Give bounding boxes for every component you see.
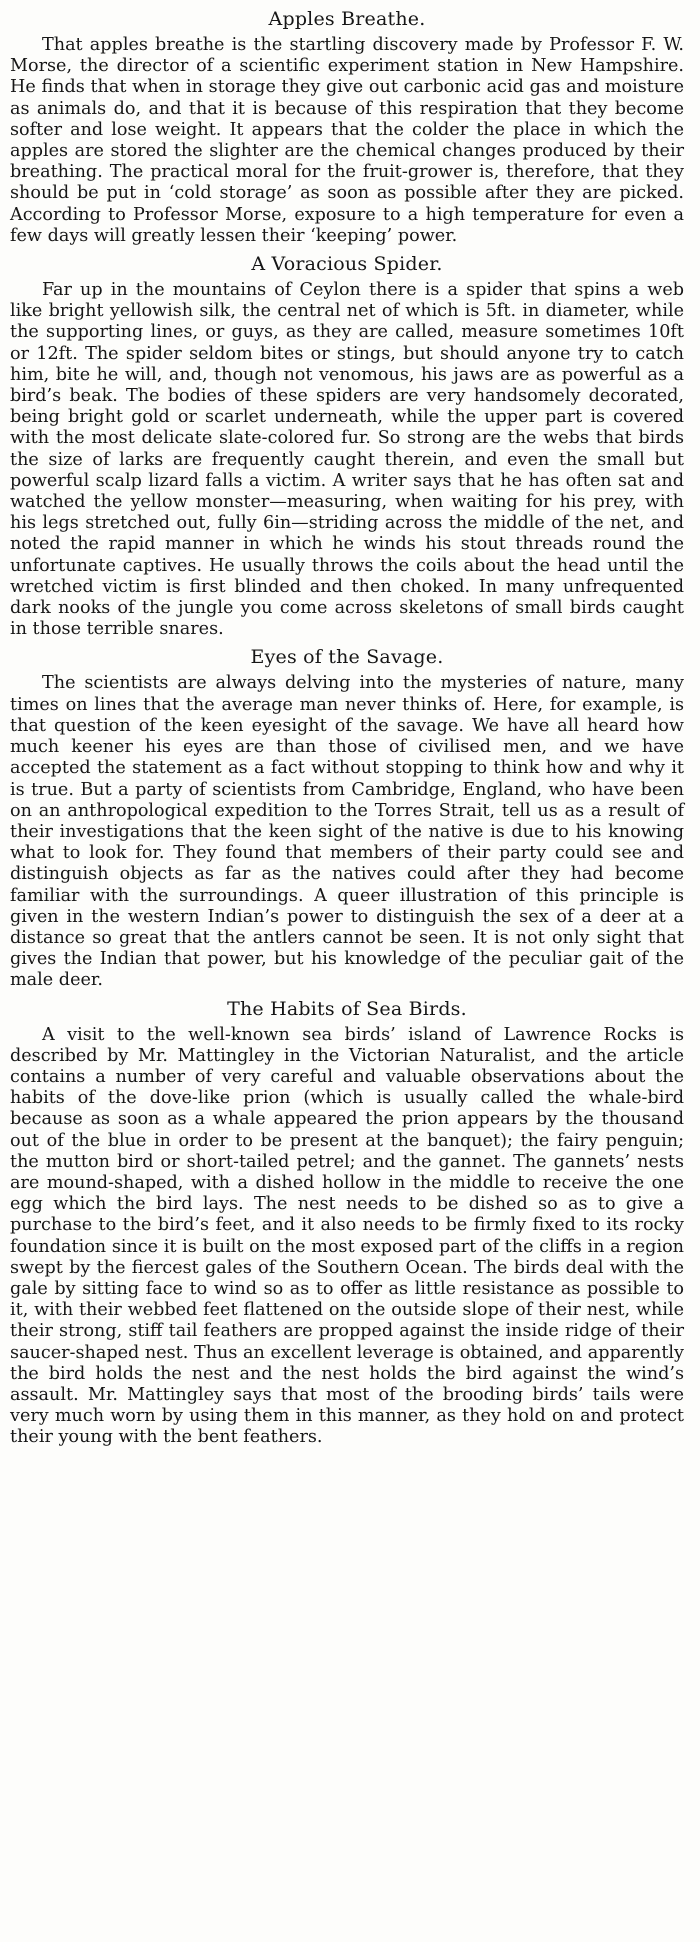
article-body: A visit to the well-known sea birds’ island of Lawrence Rocks is described by Mr. Mattingley in the Victorian Naturalist, and the article contains a number of very careful and valuable observations about the habits of the dove-like prion (which is usually called the whale-bird because as soon as a whale appeared the prion appears by the thousand out of the blue in order to be present at the banquet); the fairy penguin; the mutton bird or short-tailed petrel; and the gannet. The gannets’ nests are mound-shaped, with a dished hollow in the middle to receive the one egg which the bird lays. The nest needs to be dished so as to give a purchase to the bird’s feet, and it also needs to be firmly fixed to its rocky foundation since it is built on the most exposed part of the cliffs in a region swept by the fiercest gales of the Southern Ocean. The birds deal with the gale by sitting face to wind so as to offer as little resistance as possible to it, with their webbed feet flattened on the outside slope of their nest, while their strong, stiff tail feathers are propped against the inside ridge of their saucer-shaped nest. Thus an excellent leverage is obtained, and apparently the bird holds the nest and the nest holds the bird against the wind’s assault. Mr. Mattingley says that most of the brooding birds’ tails were very much worn by using them in this manner, as they hold on and protect their young with the bent feathers. bbox=[10, 1024, 684, 1448]
article-heading: Eyes of the Savage. bbox=[250, 646, 444, 669]
article-heading: A Voracious Spider. bbox=[251, 253, 443, 276]
article-heading: Apples Breathe. bbox=[268, 8, 426, 30]
article-body: The scientists are always delving into the mysteries of nature, many times on lines that the average man never thinks of. Here, for example, is that question of the keen eyesight of the savage. We have all heard how much keener his eyes are than those of civilised men, and we have accepted the statement as a fact without stopping to think how and why it is true. But a party of scientists from Cambridge, England, who have been on an anthropological expedition to the Torres Strait, tell us as a result of their investigations that the keen sight of the native is due to his knowing what to look for. They found that members of their party could see and distinguish objects as far as the natives could after they had become familiar with the surroundings. A queer illustration of this principle is given in the western Indian’s power to distinguish the sex of a deer at a distance so great that the antlers cannot be seen. It is not only sight that gives the Indian that power, but his knowledge of the peculiar gait of the male deer. bbox=[10, 673, 684, 991]
article-body: Far up in the mountains of Ceylon there is a spider that spins a web like bright yellowish silk, the central net of which is 5ft. in diameter, while the supporting lines, or guys, as they are called, measure sometimes 10ft or 12ft. The spider seldom bites or stings, but should anyone try to catch him, bite he will, and, though not venomous, his jaws are as powerful as a bird’s beak. The bodies of these spiders are very handsomely decorated, being bright gold or scarlet underneath, while the upper part is covered with the most delicate slate-colored fur. So strong are the webs that birds the size of larks are frequently caught therein, and even the small but powerful scalp lizard falls a victim. A writer says that he has often sat and watched the yellow monster—measuring, when waiting for his prey, with his legs stretched out, fully 6in—striding across the middle of the net, and noted the rapid manner in which he winds his stout threads round the unfortunate captives. He usually throws the coils about the head until the wretched victim is first blinded and then choked. In many unfrequented dark nooks of the jungle you come across skeletons of small birds caught in those terrible snares. bbox=[10, 280, 684, 640]
article-body: That apples breathe is the startling discovery made by Professor F. W. Morse, the director of a scientific experiment station in New Hampshire. He finds that when in storage they give out carbonic acid gas and moisture as animals do, and that it is because of this respiration that they become softer and lose weight. It appears that the colder the place in which the apples are stored the slighter are the chemical changes produced by their breathing. The practical moral for the fruit-grower is, therefore, that they should be put in ‘cold storage’ as soon as possible after they are picked. According to Professor Morse, exposure to a high temperature for even a few days will greatly lessen their ‘keeping’ power. bbox=[10, 35, 684, 246]
article-heading: The Habits of Sea Birds. bbox=[227, 997, 467, 1020]
article-eyes-of-the-savage bbox=[10, 646, 684, 991]
article-habits-of-sea-birds bbox=[10, 998, 684, 1449]
article-voracious-spider bbox=[10, 253, 684, 640]
article-apples-breathe bbox=[10, 8, 684, 247]
